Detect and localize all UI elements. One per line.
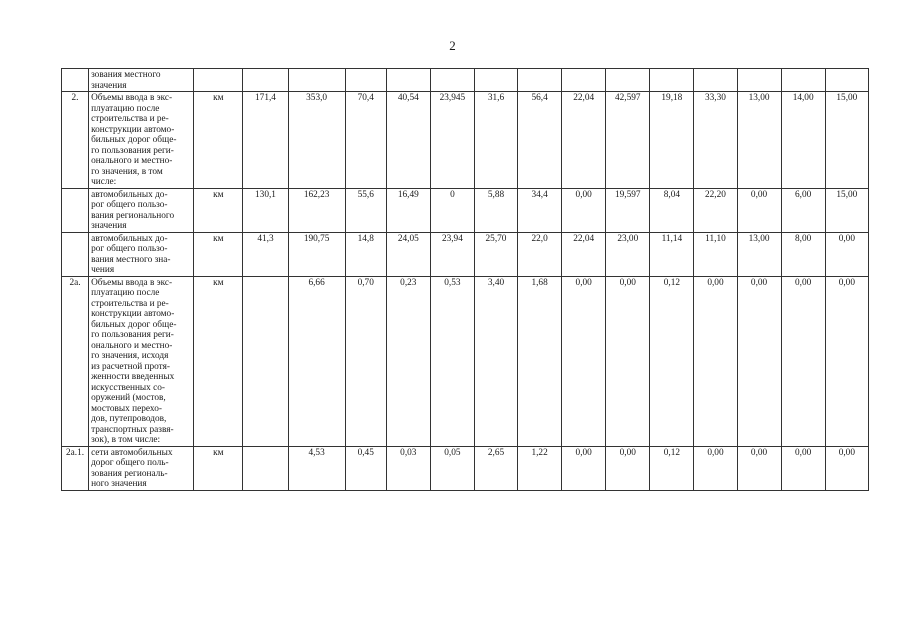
value-cell: 19,597 (606, 188, 650, 232)
row-label-line: го пользования реги- (91, 145, 174, 156)
value-cell: 55,6 (345, 188, 386, 232)
value-cell: 0,00 (737, 446, 781, 490)
value-cell: 2,65 (474, 446, 517, 490)
row-label-line: из расчетной протя- (91, 361, 170, 372)
value-cell: 6,66 (288, 276, 345, 446)
value-cell: 22,0 (518, 232, 562, 276)
row-number-cell: 2. (62, 92, 89, 189)
value-cell: 4,53 (288, 446, 345, 490)
value-cell: 0,00 (737, 188, 781, 232)
row-label-line: Объемы ввода в экс- (91, 277, 173, 288)
table-row (62, 69, 869, 92)
value-cell: 0,03 (386, 446, 430, 490)
value-cell: 1,68 (518, 276, 562, 446)
row-label-line: вания регионального (91, 210, 175, 221)
value-cell (430, 69, 474, 92)
value-cell: 0,53 (430, 276, 474, 446)
row-label-line: строительства и ре- (91, 114, 169, 124)
unit-cell: км (194, 92, 243, 189)
row-label-cell (89, 232, 194, 276)
row-label-line: сети автомобильных (91, 447, 173, 458)
table-row (62, 92, 869, 189)
value-cell: 0,00 (825, 276, 868, 446)
value-cell: 15,00 (825, 92, 868, 189)
value-cell (737, 69, 781, 92)
value-cell: 23,00 (606, 232, 650, 276)
value-cell: 0,70 (345, 276, 386, 446)
row-label-line: мостовых перехо- (91, 403, 162, 414)
row-label-line: числе: (91, 177, 117, 187)
row-label-line: бильных дорог обще- (91, 135, 177, 145)
value-cell (243, 69, 288, 92)
row-label-line: транспортных развя- (91, 424, 174, 435)
value-cell: 0,00 (562, 446, 606, 490)
row-label-cell (89, 92, 194, 189)
row-label-cell (89, 276, 194, 446)
value-cell: 0,05 (430, 446, 474, 490)
row-label-line: плуатацию после (91, 288, 160, 298)
value-cell: 190,75 (288, 232, 345, 276)
value-cell: 40,54 (386, 92, 430, 189)
value-cell: 19,18 (650, 92, 694, 189)
value-cell: 0,00 (562, 276, 606, 446)
row-label-line: онального и местно- (91, 340, 173, 351)
row-label-line: го значения, в том (91, 166, 163, 177)
row-number-cell (62, 232, 89, 276)
value-cell: 0,00 (825, 232, 868, 276)
value-cell: 14,8 (345, 232, 386, 276)
row-label-line: зования региональ- (91, 468, 168, 479)
row-label-line: дов, путепроводов, (91, 414, 167, 424)
row-label-line: бильных дорог обще- (91, 319, 177, 330)
value-cell: 13,00 (737, 92, 781, 189)
value-cell: 3,40 (474, 276, 517, 446)
value-cell: 0,00 (694, 276, 737, 446)
value-cell: 31,6 (474, 92, 517, 189)
row-label-line: конструкции автомо- (91, 124, 175, 135)
value-cell: 353,0 (288, 92, 345, 189)
value-cell: 0,00 (781, 276, 825, 446)
value-cell (562, 69, 606, 92)
value-cell: 0,45 (345, 446, 386, 490)
value-cell (606, 69, 650, 92)
value-cell (518, 69, 562, 92)
value-cell: 0,00 (781, 446, 825, 490)
value-cell: 162,23 (288, 188, 345, 232)
value-cell: 22,04 (562, 92, 606, 189)
value-cell (386, 69, 430, 92)
value-cell: 22,04 (562, 232, 606, 276)
row-label-cell (89, 446, 194, 490)
row-label-line: зования местного (91, 70, 161, 80)
row-label-line: значения (91, 221, 127, 231)
row-label-line: женности введенных (91, 372, 175, 382)
value-cell: 23,94 (430, 232, 474, 276)
value-cell (345, 69, 386, 92)
value-cell (781, 69, 825, 92)
row-label-line: рог общего пользо- (91, 200, 168, 210)
row-label-line: искусственных со- (91, 382, 166, 393)
value-cell (243, 446, 288, 490)
value-cell (474, 69, 517, 92)
row-label-cell (89, 69, 194, 92)
unit-cell: км (194, 188, 243, 232)
row-label-line: строительства и ре- (91, 298, 169, 309)
unit-cell (194, 69, 243, 92)
value-cell: 0,00 (825, 446, 868, 490)
value-cell: 5,88 (474, 188, 517, 232)
row-label-line: зок), в том числе: (91, 435, 161, 445)
row-label-line: конструкции автомо- (91, 309, 175, 319)
page-number: 2 (449, 38, 456, 53)
value-cell (825, 69, 868, 92)
value-cell: 8,00 (781, 232, 825, 276)
value-cell: 0,00 (562, 188, 606, 232)
data-table (61, 68, 869, 491)
row-label-line: автомобильных до- (91, 189, 168, 200)
value-cell: 0,23 (386, 276, 430, 446)
value-cell: 15,00 (825, 188, 868, 232)
row-label-line: ного значения (91, 479, 147, 489)
row-label-line: онального и местно- (91, 156, 173, 166)
value-cell: 11,10 (694, 232, 737, 276)
row-label-line: чения (91, 265, 115, 275)
value-cell: 56,4 (518, 92, 562, 189)
unit-cell: км (194, 232, 243, 276)
value-cell (288, 69, 345, 92)
value-cell: 0,12 (650, 276, 694, 446)
table-row (62, 446, 869, 490)
value-cell: 23,945 (430, 92, 474, 189)
table-row (62, 232, 869, 276)
value-cell: 171,4 (243, 92, 288, 189)
value-cell: 8,04 (650, 188, 694, 232)
value-cell: 0,00 (694, 446, 737, 490)
value-cell: 33,30 (694, 92, 737, 189)
value-cell: 0 (430, 188, 474, 232)
value-cell: 0,00 (606, 276, 650, 446)
value-cell: 25,70 (474, 232, 517, 276)
unit-cell: км (194, 446, 243, 490)
value-cell: 1,22 (518, 446, 562, 490)
value-cell: 0,12 (650, 446, 694, 490)
value-cell: 14,00 (781, 92, 825, 189)
value-cell (694, 69, 737, 92)
row-number-cell (62, 188, 89, 232)
row-label-line: вания местного зна- (91, 254, 171, 265)
row-label-line: Объемы ввода в экс- (91, 93, 173, 103)
row-number-cell: 2а.1. (62, 446, 89, 490)
value-cell: 13,00 (737, 232, 781, 276)
row-label-line: плуатацию после (91, 103, 160, 114)
row-label-line: го пользования реги- (91, 330, 174, 340)
value-cell: 42,597 (606, 92, 650, 189)
row-label-line: автомобильных до- (91, 233, 168, 244)
value-cell (243, 276, 288, 446)
row-label-line: го значения, исходя (91, 351, 169, 361)
row-label-line: рог общего пользо- (91, 244, 168, 254)
unit-cell: км (194, 276, 243, 446)
value-cell: 0,00 (606, 446, 650, 490)
value-cell: 16,49 (386, 188, 430, 232)
row-label-line: дорог общего поль- (91, 458, 169, 468)
value-cell: 41,3 (243, 232, 288, 276)
table-row (62, 276, 869, 446)
row-number-cell: 2а. (62, 276, 89, 446)
value-cell: 70,4 (345, 92, 386, 189)
value-cell (650, 69, 694, 92)
value-cell: 6,00 (781, 188, 825, 232)
table-row (62, 188, 869, 232)
row-label-cell (89, 188, 194, 232)
value-cell: 34,4 (518, 188, 562, 232)
value-cell: 130,1 (243, 188, 288, 232)
value-cell: 22,20 (694, 188, 737, 232)
row-label-line: оружений (мостов, (91, 393, 166, 403)
value-cell: 0,00 (737, 276, 781, 446)
row-label-line: значения (91, 80, 127, 91)
value-cell: 11,14 (650, 232, 694, 276)
value-cell: 24,05 (386, 232, 430, 276)
row-number-cell (62, 69, 89, 92)
